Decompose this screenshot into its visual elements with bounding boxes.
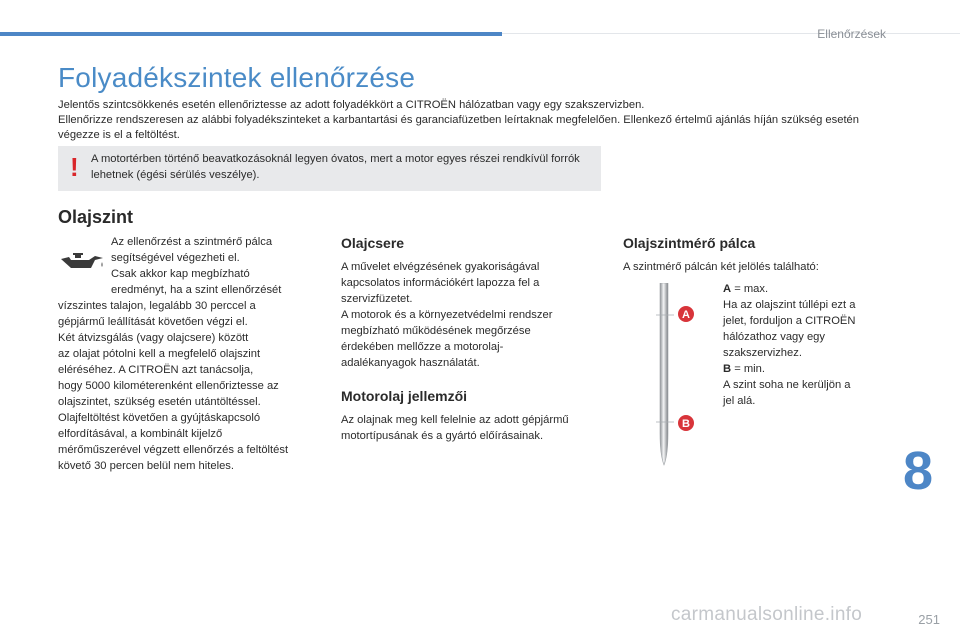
text-line: érdekében mellőzze a motorolaj- (341, 341, 504, 353)
warning-text: A motortérben történő beavatkozásoknál legyen óvatos, mert a motor egyes részei rendkívül forrók lehetnek (égési sérülés veszélye). (91, 153, 580, 181)
section-label: Ellenőrzések (817, 27, 886, 41)
dipstick-legend (723, 281, 883, 409)
legend-a-key: A (723, 283, 732, 295)
dipstick-intro: A szintmérő pálcán két jelölés található: (623, 261, 819, 273)
oil-can-icon (59, 250, 105, 272)
oil-spec-text (341, 412, 611, 444)
text-line: Olajfeltöltést követően a gyújtáskapcsoló (58, 412, 261, 424)
intro-paragraph: Ellenőrizze rendszeresen az alábbi folyadékszinteket a karbantartási és garanciafüzetben leírtaknak megfelelően. Ellenkező értelmű ajánlás híján szükség esetén végezze is el a feltöltést. (58, 114, 859, 141)
text-line: Az ellenőrzést a szintmérő pálca (111, 236, 273, 248)
text-line: szakszervizhez. (723, 347, 802, 359)
text-line: megbízható működésének megőrzése (341, 325, 531, 337)
marker-b-label: B (682, 418, 690, 430)
watermark: carmanualsonline.info (671, 604, 863, 625)
chapter-number: 8 (903, 441, 934, 501)
text-line: kapcsolatos információkért lapozza fel a (341, 277, 540, 289)
text-line: jelet, forduljon a CITROËN (723, 315, 856, 327)
legend-a-value: = max. (731, 283, 769, 295)
legend-b-line (723, 361, 883, 377)
oil-change-text (341, 259, 601, 371)
intro-text (58, 98, 878, 143)
page-number: 251 (918, 612, 940, 627)
text-line: olajszintet, szükség esetén utántöltéssel. (58, 396, 261, 408)
text-line: szervizfüzetet. (341, 293, 413, 305)
text-line: Csak akkor kap megbízható (111, 268, 250, 280)
oil-level-text-top (111, 234, 311, 298)
text-line: gépjármű leállítását követően végzi el. (58, 316, 248, 328)
text-line: Két átvizsgálás (vagy olajcsere) között (58, 332, 249, 344)
header-accent-bar (0, 32, 502, 36)
text-line: motortípusának és a gyártó előírásainak. (341, 430, 544, 442)
legend-a-line (723, 281, 883, 297)
exclamation-icon: ! (70, 152, 79, 182)
text-line: mérőműszerével végzett ellenőrzés a feltöltést (58, 444, 289, 456)
text-line: Az olajnak meg kell felelnie az adott gépjármű (341, 414, 569, 426)
text-line: elfordításával, a kombinált kijelző (58, 428, 223, 440)
oil-level-text-body (58, 298, 320, 474)
page-title: Folyadékszintek ellenőrzése (58, 62, 416, 93)
text-line: eredményt, ha a szint ellenőrzését (111, 284, 282, 296)
oil-level-heading: Olajszint (58, 207, 134, 227)
text-line: A művelet elvégzésének gyakoriságával (341, 261, 540, 273)
dipstick-heading: Olajszintmérő pálca (623, 235, 756, 251)
text-line: eléréséhez. A CITROËN azt tanácsolja, (58, 364, 254, 376)
text-line: segítségével végezheti el. (111, 252, 240, 264)
text-line: A motorok és a környezetvédelmi rendszer (341, 309, 553, 321)
intro-paragraph: Jelentős szintcsökkenés esetén ellenőriztesse az adott folyadékkört a CITROËN hálózatban vagy egy szakszervizben. (58, 99, 645, 111)
text-line: követő 30 percen belül nem hiteles. (58, 460, 235, 472)
oil-change-heading: Olajcsere (341, 235, 405, 251)
text-line: A szint soha ne kerüljön a (723, 379, 851, 391)
text-line: az olajat pótolni kell a megfelelő olajszint (58, 348, 261, 360)
marker-a-label: A (682, 309, 690, 321)
text-line: Ha az olajszint túllépi ezt a (723, 299, 856, 311)
warning-box (58, 146, 601, 191)
text-line: jel alá. (723, 395, 756, 407)
text-line: adalékanyagok használatát. (341, 357, 480, 369)
header-divider (502, 33, 960, 34)
legend-b-key: B (723, 363, 732, 375)
oil-spec-heading: Motorolaj jellemzői (341, 388, 468, 404)
dipstick-illustration (652, 283, 696, 468)
text-line: vízszintes talajon, legalább 30 perccel a (58, 300, 256, 312)
text-line: hogy 5000 kilométerenként ellenőriztesse az (58, 380, 279, 392)
legend-b-value: = min. (731, 363, 765, 375)
text-line: hálózathoz vagy egy (723, 331, 825, 343)
